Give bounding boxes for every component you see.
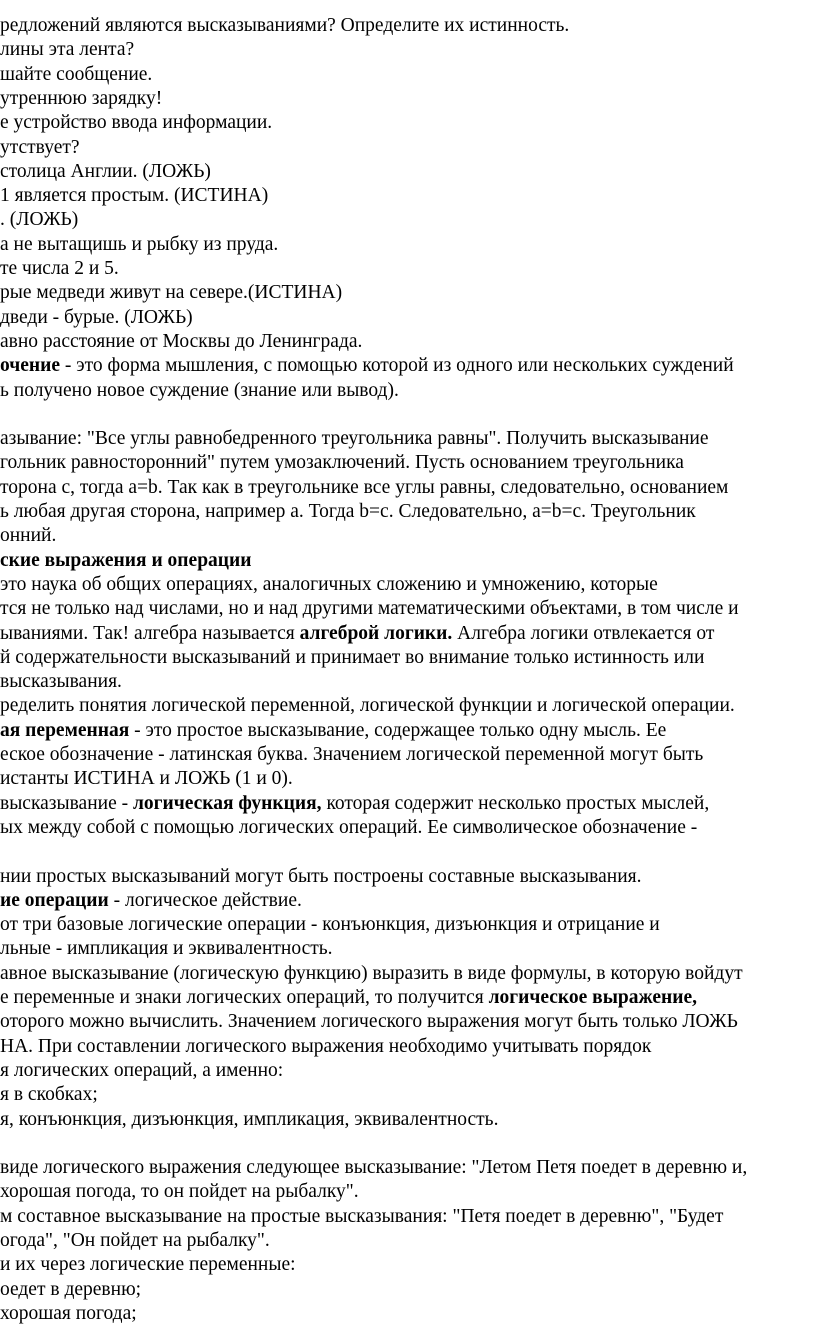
text-line	[0, 792, 709, 816]
text-segment: ределить понятия логической переменной, логической функции и логической операции.	[0, 695, 735, 717]
text-segment: я логических операций, а именно:	[0, 1059, 284, 1081]
text-segment: высказывания.	[0, 671, 122, 693]
text-segment: . (ЛОЖЬ)	[0, 209, 79, 231]
text-segment: редложений являются высказываниями? Определите их истинность.	[0, 15, 570, 36]
text-line	[0, 38, 134, 62]
text-segment: я, конъюнкция, дизъюнкция, импликация, эквивалентность.	[0, 1108, 499, 1130]
bold-text-segment: ские выражения и операции	[0, 549, 252, 571]
text-segment: - это форма мышления, с помощью которой из одного или нескольких суждений	[60, 355, 734, 377]
text-line	[0, 622, 714, 646]
text-line	[0, 63, 152, 87]
text-segment: оторого можно вычислить. Значением логического выражения могут быть только ЛОЖЬ	[0, 1011, 738, 1033]
text-line	[0, 719, 666, 743]
text-line	[0, 1278, 141, 1302]
text-segment: огода", "Он пойдет на рыбалку".	[0, 1230, 270, 1251]
text-segment: е устройство ввода информации.	[0, 112, 273, 134]
text-segment: авное высказывание (логическую функцию) выразить в виде формулы, в которую войдут	[0, 962, 743, 984]
text-segment: и их через логические переменные:	[0, 1254, 296, 1276]
text-segment: столица Англии. (ЛОЖЬ)	[0, 160, 211, 182]
text-line	[0, 524, 56, 548]
text-segment: торона с, тогда а=b. Так как в треугольнике все углы равны, следовательно, основанием	[0, 476, 729, 498]
text-segment: ываниями. Так! алгебра называется	[0, 622, 300, 644]
text-segment: рые медведи живут на севере.(ИСТИНА)	[0, 282, 343, 304]
text-segment: я в скобках;	[0, 1084, 98, 1106]
text-segment: истанты ИСТИНА и ЛОЖЬ (1 и 0).	[0, 768, 293, 790]
text-segment: НА. При составлении логического выражения необходимо учитывать порядок	[0, 1035, 652, 1057]
text-line	[0, 1229, 270, 1253]
text-line	[0, 1253, 296, 1277]
text-segment: хорошая погода;	[0, 1302, 137, 1324]
text-segment: авно расстояние от Москвы до Ленинграда.	[0, 330, 363, 352]
text-segment: нии простых высказываний могут быть построены составные высказывания.	[0, 865, 642, 887]
text-segment: оедет в деревню;	[0, 1278, 142, 1300]
text-segment: которая содержит несколько простых мыслей,	[321, 792, 710, 814]
text-segment: тся не только над числами, но и над другими математическими объектами, в том числе и	[0, 598, 739, 620]
text-segment: хорошая погода, то он пойдет на рыбалку".	[0, 1181, 359, 1203]
text-segment: это наука об общих операциях, аналогичных сложению и умножению, которые	[0, 573, 658, 595]
text-line	[0, 1108, 498, 1132]
text-line	[0, 743, 703, 767]
text-line	[0, 1010, 738, 1034]
text-line	[0, 1156, 747, 1180]
text-line	[0, 379, 399, 403]
bold-text-segment: ая переменная	[0, 719, 130, 741]
text-segment: виде логического выражения следующее высказывание: "Летом Петя поедет в деревню и,	[0, 1157, 748, 1179]
text-segment: - логическое действие.	[108, 889, 302, 911]
text-line	[0, 646, 704, 670]
text-line	[0, 962, 743, 986]
text-line	[0, 233, 278, 257]
text-segment: - это простое высказывание, содержащее только одну мысль. Ее	[129, 719, 667, 741]
text-segment: ь получено новое суждение (знание или вывод).	[0, 379, 399, 401]
text-line	[0, 889, 302, 913]
text-segment: льные - импликация и эквивалентность.	[0, 938, 333, 960]
text-line	[0, 476, 728, 500]
text-line	[0, 1035, 651, 1059]
text-line	[0, 257, 119, 281]
text-segment: утреннюю зарядку!	[0, 87, 163, 109]
text-segment: утствует?	[0, 136, 80, 158]
text-line	[0, 597, 739, 621]
text-line	[0, 87, 162, 111]
text-segment: те числа 2 и 5.	[0, 258, 119, 279]
text-line	[0, 306, 193, 330]
bold-text-segment: очение	[0, 355, 61, 377]
text-line	[0, 1180, 359, 1204]
text-segment: высказывание -	[0, 792, 133, 814]
text-line	[0, 451, 684, 475]
text-segment: ых между собой с помощью логических операций. Ее символическое обозначение -	[0, 816, 698, 838]
text-line	[0, 136, 80, 160]
text-line	[0, 1059, 283, 1083]
text-line	[0, 913, 660, 937]
text-line	[0, 184, 268, 208]
text-line	[0, 937, 333, 961]
text-segment: еское обозначение - латинская буква. Значением логической переменной могут быть	[0, 744, 704, 765]
bold-text-segment: ие операции	[0, 889, 109, 911]
text-line	[0, 427, 709, 451]
bold-text-segment: алгеброй логики.	[299, 622, 453, 644]
text-line	[0, 160, 211, 184]
text-line	[0, 986, 697, 1010]
text-line	[0, 865, 642, 889]
text-segment: ь любая другая сторона, например а. Тогда b=c. Следовательно, a=b=c. Треугольник	[0, 501, 696, 522]
text-line	[0, 354, 734, 378]
text-segment: й содержательности высказываний и принимает во внимание только истинность или	[0, 646, 705, 668]
bold-text-segment: логическая функция,	[132, 792, 322, 814]
bold-text-segment: логическое выражение,	[488, 987, 698, 1008]
text-line	[0, 1083, 98, 1107]
text-line	[0, 694, 735, 718]
text-line	[0, 14, 569, 38]
text-line	[0, 1302, 137, 1326]
text-segment: гольник равносторонний" путем умозаключений. Пусть основанием треугольника	[0, 452, 684, 474]
text-segment: лины эта лента?	[0, 39, 135, 61]
text-segment: дведи - бурые. (ЛОЖЬ)	[0, 306, 193, 328]
text-line	[0, 670, 122, 694]
text-line	[0, 816, 697, 840]
text-line	[0, 549, 252, 573]
text-segment: азывание: "Все углы равнобедренного треугольника равны". Получить высказывание	[0, 428, 709, 450]
text-line	[0, 330, 362, 354]
text-line	[0, 767, 293, 791]
text-line	[0, 111, 272, 135]
text-segment: от три базовые логические операции - конъюнкция, дизъюнкция и отрицание и	[0, 914, 660, 936]
text-segment: а не вытащишь и рыбку из пруда.	[0, 233, 279, 255]
text-line	[0, 573, 658, 597]
text-line	[0, 208, 78, 232]
text-segment: онний.	[0, 525, 57, 547]
text-line	[0, 500, 696, 524]
text-line	[0, 1205, 723, 1229]
text-line	[0, 281, 342, 305]
text-segment: шайте сообщение.	[0, 63, 153, 85]
text-segment: Алгебра логики отвлекается от	[452, 622, 715, 644]
text-segment: м составное высказывание на простые высказывания: "Петя поедет в деревню", "Будет	[0, 1205, 724, 1227]
text-segment: е переменные и знаки логических операций, то получится	[0, 987, 489, 1008]
text-segment: 1 является простым. (ИСТИНА)	[0, 185, 269, 207]
